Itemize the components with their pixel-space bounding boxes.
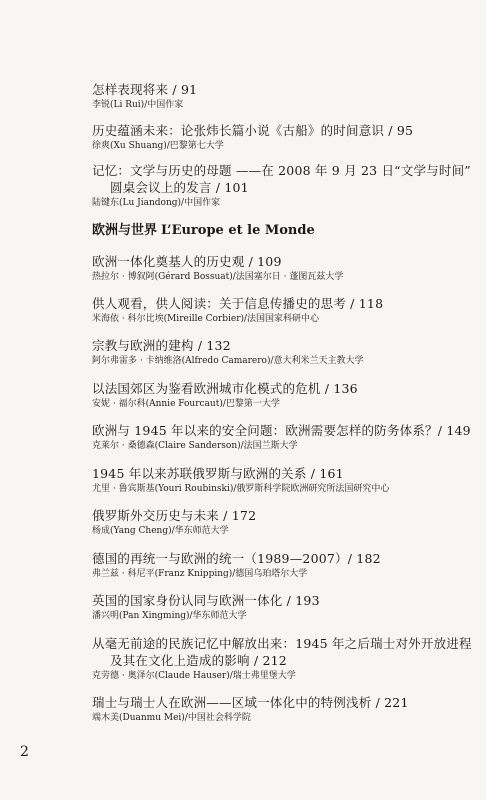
entry-title: 1945 年以来苏联俄罗斯与欧洲的关系 / 161: [92, 466, 344, 481]
entry-title: 俄罗斯外交历史与未来 / 172: [92, 508, 257, 523]
toc-entry: [92, 507, 462, 537]
toc-entry: [92, 635, 472, 682]
entry-title: 怎样表现将来 / 91: [92, 82, 198, 97]
toc-entry: [92, 81, 462, 111]
toc-entry: [92, 162, 471, 209]
entry-title: 欧洲与 1945 年以来的安全问题：欧洲需要怎样的防务体系？/ 149: [92, 423, 471, 438]
entry-title: 记忆：文学与历史的母题 ——在 2008 年 9 月 23 日“文学与时间”: [92, 163, 471, 178]
toc-entry: [92, 592, 462, 622]
section-heading: [92, 222, 462, 240]
entry-author: 克劳德 · 奥泽尔(Claude Hauser)/瑞士弗里堡大学: [92, 671, 296, 681]
toc-entry: [92, 380, 462, 410]
toc-entry: [92, 122, 462, 152]
entry-author: 潘兴明(Pan Xingming)/华东师范大学: [92, 611, 247, 621]
toc-entry: [92, 550, 462, 580]
toc-entry: [92, 422, 471, 452]
entry-author: 米海依 · 科尔比埃(Mireille Corbier)/法国国家科研中心: [92, 314, 320, 324]
toc-entry: [92, 694, 462, 724]
entry-author: 端木美(Duanmu Mei)/中国社会科学院: [92, 713, 251, 723]
section-heading-fr: L’Europe et le Monde: [161, 223, 315, 238]
entry-author: 陆键东(Lu Jiandong)/中国作家: [92, 198, 221, 208]
toc-entry: [92, 295, 462, 325]
entry-author: 杨成(Yang Cheng)/华东师范大学: [92, 526, 229, 536]
entry-title: 宗教与欧洲的建构 / 132: [92, 338, 231, 353]
entry-author: 尤里 · 鲁宾斯基(Youri Roubinski)/俄罗斯科学院欧洲研究所法国研究中心: [92, 484, 390, 494]
toc-entry: [92, 465, 462, 495]
entry-title: 历史蕴涵未来：论张炜长篇小说《古船》的时间意识 / 95: [92, 123, 414, 138]
entry-author: 弗兰兹 · 科尼平(Franz Knipping)/德国乌珀塔尔大学: [92, 569, 308, 579]
entry-author: 徐爽(Xu Shuang)/巴黎第七大学: [92, 141, 224, 151]
entry-title-continued: 圆桌会议上的发言 / 101: [110, 180, 249, 195]
toc-entry: [92, 253, 462, 283]
entry-author: 热拉尔 · 博叙阿(Gérard Bossuat)/法国塞尔日 · 蓬图瓦兹大学: [92, 272, 344, 282]
entry-title: 德国的再统一与欧洲的统一（1989—2007）/ 182: [92, 551, 381, 566]
entry-author: 克莱尔 · 桑德森(Claire Sanderson)/法国兰斯大学: [92, 441, 298, 451]
entry-title-continued: 及其在文化上造成的影响 / 212: [110, 653, 287, 668]
section-heading-zh: 欧洲与世界: [92, 223, 158, 238]
entry-title: 瑞士与瑞士人在欧洲——区域一体化中的特例浅析 / 221: [92, 695, 409, 710]
page-number: 2: [20, 744, 29, 760]
entry-title: 以法国郊区为鉴看欧洲城市化模式的危机 / 136: [92, 381, 358, 396]
entry-title: 英国的国家身份认同与欧洲一体化 / 193: [92, 593, 320, 608]
entry-title: 从毫无前途的民族记忆中解放出来：1945 年之后瑞士对外开放进程: [92, 636, 472, 651]
entry-title: 供人观看，供人阅读：关于信息传播史的思考 / 118: [92, 296, 384, 311]
toc-entry: [92, 337, 462, 367]
entry-author: 阿尔弗雷多 · 卡纳维洛(Alfredo Camarero)/意大利米兰天主教大学: [92, 356, 364, 366]
entry-author: 李锐(Li Rui)/中国作家: [92, 100, 184, 110]
entry-title: 欧洲一体化奠基人的历史观 / 109: [92, 254, 282, 269]
entry-author: 安妮 · 福尔科(Annie Fourcaut)/巴黎第一大学: [92, 399, 280, 409]
